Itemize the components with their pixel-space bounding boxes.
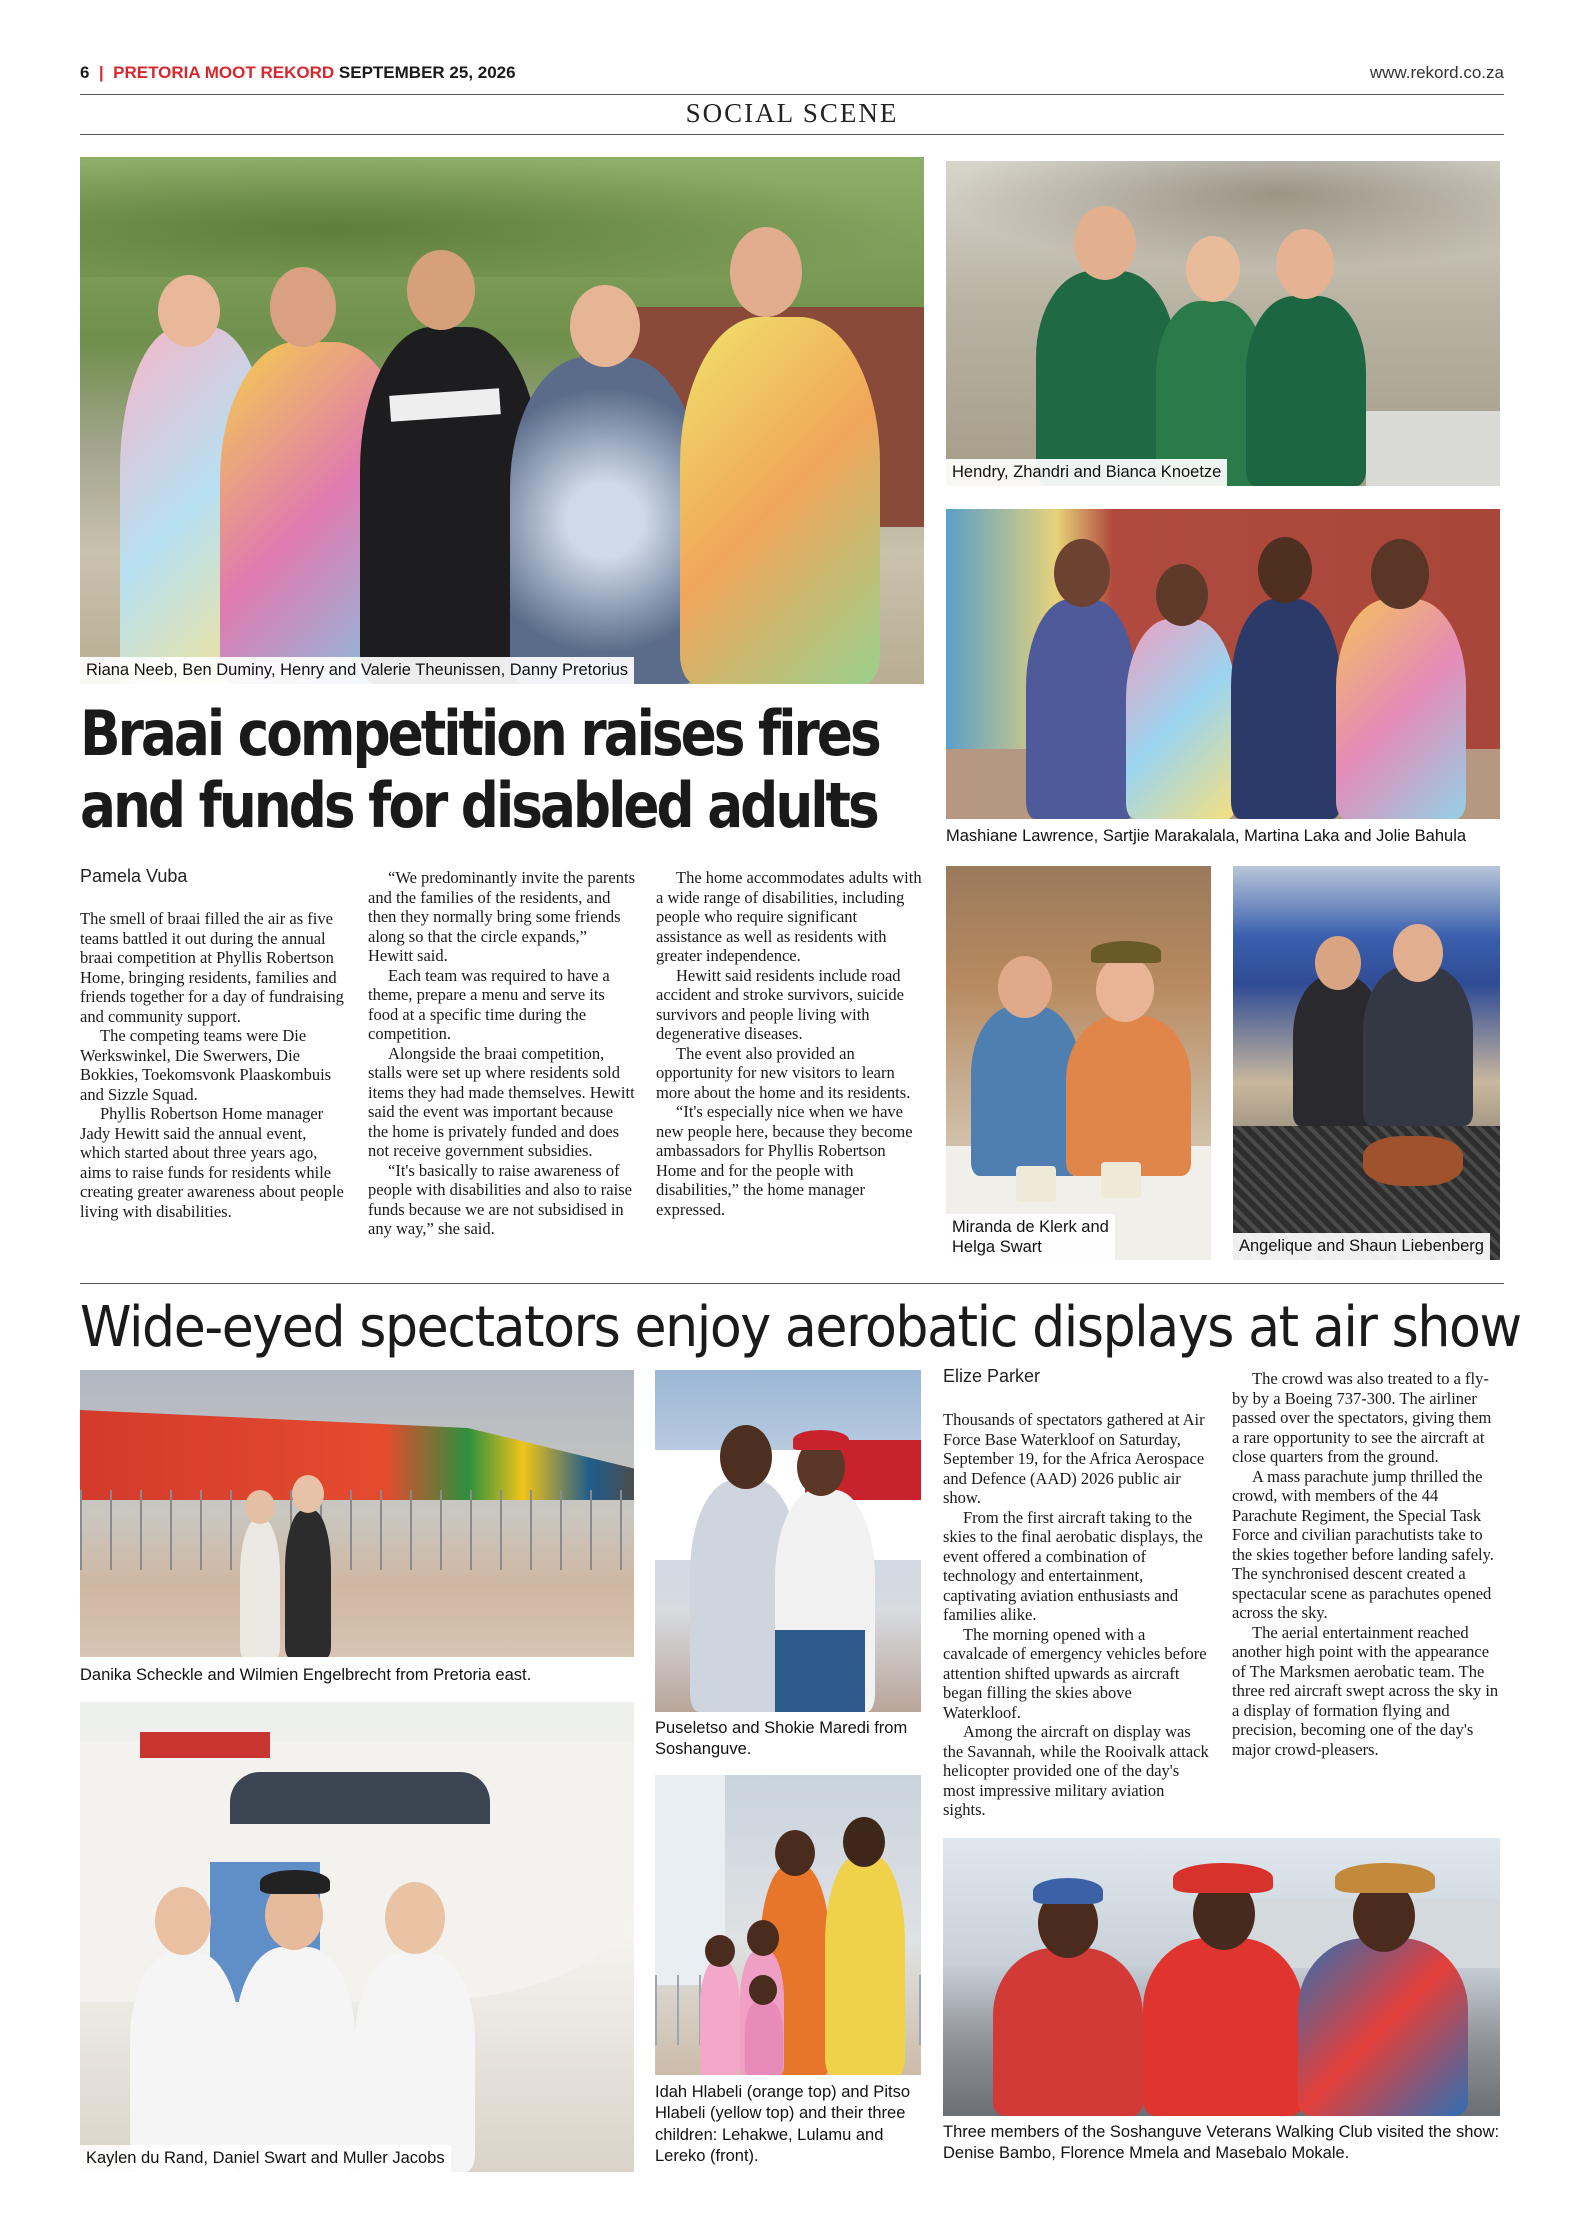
- caption-main-group: Riana Neeb, Ben Duminy, Henry and Valerie Theunissen, Danny Pretorius: [80, 657, 634, 684]
- photo-liebenberg: [1233, 866, 1500, 1260]
- story2-col2-para3: The aerial entertainment reached another high point with the appearance of The Marksmen aerobatic team. The three red aircraft swept across the sky in a display of formation flying and precision, becoming one of the day's major crowd-pleasers.: [1232, 1622, 1499, 1759]
- issue-date: SEPTEMBER 25, 2026: [338, 63, 516, 82]
- story1-byline: Pamela Vuba: [80, 866, 188, 886]
- story1-col2-para4: “It's basically to raise awareness of people with disabilities and also to raise funds because we are not subsidised in any way,” she said.: [368, 1160, 632, 1238]
- story1-col3-para4: “It's especially nice when we have new people here, because they become ambassadors for Phyllis Robertson Home and for the people with disabilities,” the home manager expressed.: [656, 1102, 913, 1219]
- story1-col1-para2: The competing teams were Die Werkswinkel, Die Swerwers, Die Bokkies, Toekomsvonk Plaaskombuis and Sizzle Squad.: [80, 1026, 332, 1104]
- photo-puseletso: [655, 1370, 921, 1712]
- section-title: SOCIAL SCENE: [685, 98, 899, 128]
- caption-danika: Danika Scheckle and Wilmien Engelbrecht from Pretoria east.: [80, 1666, 532, 1684]
- section-rule: [80, 134, 1504, 135]
- publication-name: PRETORIA MOOT REKORD: [113, 63, 335, 82]
- photo-danika: [80, 1370, 634, 1657]
- header-left: [80, 63, 516, 83]
- story1-headline: [80, 697, 879, 842]
- caption-knoetze: Hendry, Zhandri and Bianca Knoetze: [946, 459, 1227, 486]
- story2-byline: Elize Parker: [943, 1366, 1041, 1386]
- story2-col1-para2: From the first aircraft taking to the skies to the final aerobatic displays, the event offered a combination of technology and entertainment, captivating aviation enthusiasts and families alike.: [943, 1507, 1203, 1624]
- story1-headline-line2: and funds for disabled adults: [80, 769, 877, 842]
- story1-col2-para3: Alongside the braai competition, stalls were set up where residents sold items they had made themselves. Hewitt said the event was important because the home is privately funded and does not receive government subsidies.: [368, 1043, 635, 1160]
- photo-kaylen: [80, 1702, 634, 2172]
- story2-column-2: [1232, 1369, 1502, 1759]
- story1-col1-para3: Phyllis Robertson Home manager Jady Hewitt said the annual event, which started about three years ago, aims to raise funds for residents while creating greater awareness about people living with disabilities.: [80, 1104, 344, 1221]
- photo-main-group: [80, 157, 924, 684]
- story2-headline: Wide-eyed spectators enjoy aerobatic displays at air show: [80, 1295, 1521, 1360]
- caption-miranda: [946, 1214, 1115, 1260]
- story2-col1-para3: The morning opened with a cavalcade of emergency vehicles before attention shifted upwards as aircraft began filling the skies above Waterkloof.: [943, 1624, 1207, 1722]
- caption-idah: Idah Hlabeli (orange top) and Pitso Hlabeli (yellow top) and their three children: Lehakwe, Lulamu and Lereko (front).: [655, 2083, 910, 2166]
- caption-kaylen: Kaylen du Rand, Daniel Swart and Muller Jacobs: [80, 2145, 451, 2172]
- story2-col1-para1: Thousands of spectators gathered at Air Force Base Waterkloof on Saturday, September 19, for the Africa Aerospace and Defence (AAD) 2026 public air show.: [943, 1410, 1205, 1507]
- story2-col1-para4: Among the aircraft on display was the Savannah, while the Rooivalk attack helicopter provided one of the day's most impressive military aviation sights.: [943, 1722, 1209, 1819]
- story1-col2-para2: Each team was required to have a theme, prepare a menu and serve its food at a specific time during the competition.: [368, 965, 610, 1043]
- caption-mashiane: Mashiane Lawrence, Sartjie Marakalala, Martina Laka and Jolie Bahula: [946, 827, 1467, 845]
- story2-col2-para1: The crowd was also treated to a fly-by by a Boeing 737-300. The airliner passed over the spectators, giving them a rare opportunity to see the aircraft at close quarters from the ground.: [1232, 1369, 1492, 1466]
- story1-column-1: [80, 909, 348, 1221]
- story1-col2-para1: “We predominantly invite the parents and the families of the residents, and then they normally bring some friends along so that the circle expands,” Hewitt said.: [368, 868, 636, 965]
- caption-liebenberg: Angelique and Shaun Liebenberg: [1233, 1233, 1490, 1260]
- website-link[interactable]: www.rekord.co.za: [1369, 63, 1504, 82]
- caption-puseletso: Puseletso and Shokie Maredi from Soshanguve.: [655, 1719, 908, 1759]
- header-rule: [80, 94, 1504, 95]
- story2-col2-para2: A mass parachute jump thrilled the crowd, with members of the 44 Parachute Regiment, the Special Task Force and civilian parachutists take to the skies together before landing safely. The synchronised descent created a spectacular scene as parachutes opened across the sky.: [1232, 1466, 1494, 1622]
- story1-column-2: [368, 868, 636, 1239]
- photo-idah: [655, 1775, 921, 2075]
- photo-knoetze: [946, 161, 1500, 486]
- story1-headline-line1: Braai competition raises fires: [80, 697, 879, 770]
- story1-col3-para2: Hewitt said residents include road accident and stroke survivors, suicide survivors and people living with degenerative diseases.: [656, 965, 904, 1043]
- page-number: 6: [80, 63, 90, 82]
- header-separator: |: [98, 63, 104, 82]
- caption-veterans: Three members of the Soshanguve Veterans Walking Club visited the show: Denise Bambo, Florence Mmela and Masebalo Mokale.: [943, 2123, 1500, 2163]
- story1-col3-para3: The event also provided an opportunity for new visitors to learn more about the home and its residents.: [656, 1043, 911, 1102]
- photo-veterans: [943, 1838, 1500, 2116]
- page-header: [80, 60, 1504, 86]
- story1-column-3: [656, 868, 924, 1219]
- photo-mashiane: [946, 509, 1500, 819]
- caption-miranda-line1: Miranda de Klerk and: [952, 1218, 1109, 1236]
- story-divider-rule: [80, 1283, 1504, 1284]
- caption-miranda-line2: Helga Swart: [952, 1238, 1042, 1256]
- story2-column-1: [943, 1410, 1211, 1820]
- story1-col1-para1: The smell of braai filled the air as five teams battled it out during the annual braai competition at Phyllis Robertson Home, bringing residents, families and friends together for a day of fundraising and community support.: [80, 909, 344, 1026]
- story1-col3-para1: The home accommodates adults with a wide range of disabilities, including people who require significant assistance as well as residents with greater independence.: [656, 868, 922, 965]
- photo-miranda: [946, 866, 1211, 1260]
